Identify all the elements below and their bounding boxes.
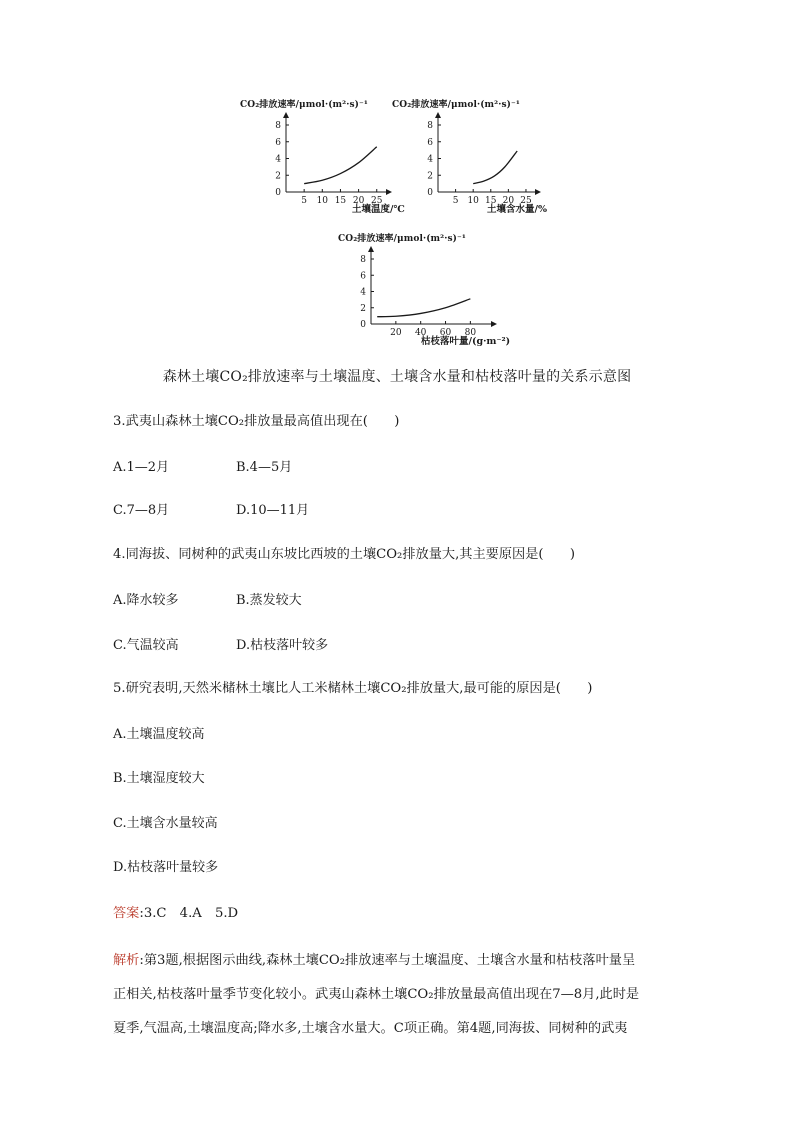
chart-xlabel: 土壤温度/℃ xyxy=(352,204,405,215)
chart-xlabel: 土壤含水量/% xyxy=(487,204,547,215)
x-tick-label: 80 xyxy=(464,328,477,338)
answer-line xyxy=(113,902,238,921)
chart-soil-moisture xyxy=(392,95,552,215)
analysis-block xyxy=(113,944,681,1046)
y-axis-arrow xyxy=(283,112,289,118)
y-tick-label: 4 xyxy=(275,154,281,165)
series-line xyxy=(304,147,377,184)
option-5d: D.枯枝落叶量较多 xyxy=(113,860,219,875)
chart-plot xyxy=(392,95,552,215)
series-line xyxy=(473,151,517,184)
y-axis-arrow xyxy=(435,112,441,118)
option-3a: A.1—2月 xyxy=(113,460,170,475)
x-tick-label: 20 xyxy=(352,196,365,206)
x-axis-arrow xyxy=(491,321,497,327)
y-tick-label: 6 xyxy=(360,271,366,282)
option-4c: C.气温较高 xyxy=(113,638,179,653)
option-5b: B.土壤湿度较大 xyxy=(113,771,205,786)
option-4d: D.枯枝落叶较多 xyxy=(236,638,329,653)
x-axis-arrow xyxy=(535,189,541,195)
y-tick-label: 8 xyxy=(427,121,433,131)
x-tick-label: 25 xyxy=(520,196,532,206)
y-tick-label: 2 xyxy=(427,171,433,182)
x-tick-label: 25 xyxy=(371,196,383,206)
option-5c: C.土壤含水量较高 xyxy=(113,816,218,831)
chart-ylabel: CO₂排放速率/μmol·(m²·s)⁻¹ xyxy=(338,234,466,244)
question-5: 5.研究表明,天然米槠林土壤比人工米槠林土壤CO₂排放量大,最可能的原因是( ) xyxy=(113,681,593,696)
y-tick-label: 2 xyxy=(275,171,281,182)
series-line xyxy=(377,299,470,317)
y-tick-label: 6 xyxy=(427,137,433,148)
y-tick-label: 2 xyxy=(360,303,366,314)
y-tick-label: 8 xyxy=(275,121,281,131)
chart-soil-temperature xyxy=(240,95,405,215)
y-tick-label: 6 xyxy=(275,137,281,148)
x-tick-label: 15 xyxy=(485,196,497,206)
analysis-line-3: 夏季,气温高,土壤温度高;降水多,土壤含水量大。C项正确。第4题,同海拔、同树种的武夷 xyxy=(113,1021,628,1036)
x-tick-label: 10 xyxy=(316,196,329,206)
chart-plot xyxy=(240,95,390,215)
x-tick-label: 10 xyxy=(467,196,479,206)
y-tick-label: 0 xyxy=(427,188,433,198)
option-5a: A.土壤温度较高 xyxy=(113,727,205,742)
y-tick-label: 4 xyxy=(427,154,433,165)
option-4a: A.降水较多 xyxy=(113,593,179,608)
x-tick-label: 5 xyxy=(452,196,459,206)
x-tick-label: 5 xyxy=(301,196,308,206)
x-tick-label: 40 xyxy=(414,328,427,338)
x-tick-label: 15 xyxy=(334,196,347,206)
chart-xlabel: 枯枝落叶量/(g·m⁻²) xyxy=(421,336,511,347)
question-3: 3.武夷山森林土壤CO₂排放量最高值出现在( ) xyxy=(113,414,400,429)
question-4: 4.同海拔、同树种的武夷山东坡比西坡的土壤CO₂排放量大,其主要原因是( ) xyxy=(113,547,576,562)
y-tick-label: 8 xyxy=(360,255,366,265)
y-tick-label: 0 xyxy=(275,188,281,198)
chart-ylabel: CO₂排放速率/μmol·(m²·s)⁻¹ xyxy=(240,100,368,110)
option-3d: D.10—11月 xyxy=(236,503,310,518)
y-tick-label: 4 xyxy=(360,287,366,298)
x-tick-label: 60 xyxy=(439,328,452,338)
option-4b: B.蒸发较大 xyxy=(236,593,302,608)
chart-ylabel: CO₂排放速率/μmol·(m²·s)⁻¹ xyxy=(392,100,520,110)
figure-caption: 森林土壤CO₂排放速率与土壤温度、土壤含水量和枯枝落叶量的关系示意图 xyxy=(162,369,632,385)
y-axis-arrow xyxy=(368,246,374,252)
analysis-text-1: :第3题,根据图示曲线,森林土壤CO₂排放速率与土壤温度、土壤含水量和枯枝落叶量呈 xyxy=(139,953,636,968)
option-3b: B.4—5月 xyxy=(236,460,293,475)
chart-plot xyxy=(338,229,528,349)
x-tick-label: 20 xyxy=(390,328,402,338)
analysis-line-2: 正相关,枯枝落叶量季节变化较小。武夷山森林土壤CO₂排放量最高值出现在7—8月,此时是 xyxy=(113,987,640,1002)
analysis-line-1 xyxy=(113,944,681,978)
answer-label: 答案 xyxy=(113,906,140,921)
answer-text: :3.C 4.A 5.D xyxy=(139,906,239,921)
y-tick-label: 0 xyxy=(360,320,366,330)
option-3c: C.7—8月 xyxy=(113,503,170,518)
chart-litter-amount xyxy=(338,229,528,349)
x-tick-label: 20 xyxy=(502,196,515,206)
analysis-label: 解析 xyxy=(113,953,140,968)
